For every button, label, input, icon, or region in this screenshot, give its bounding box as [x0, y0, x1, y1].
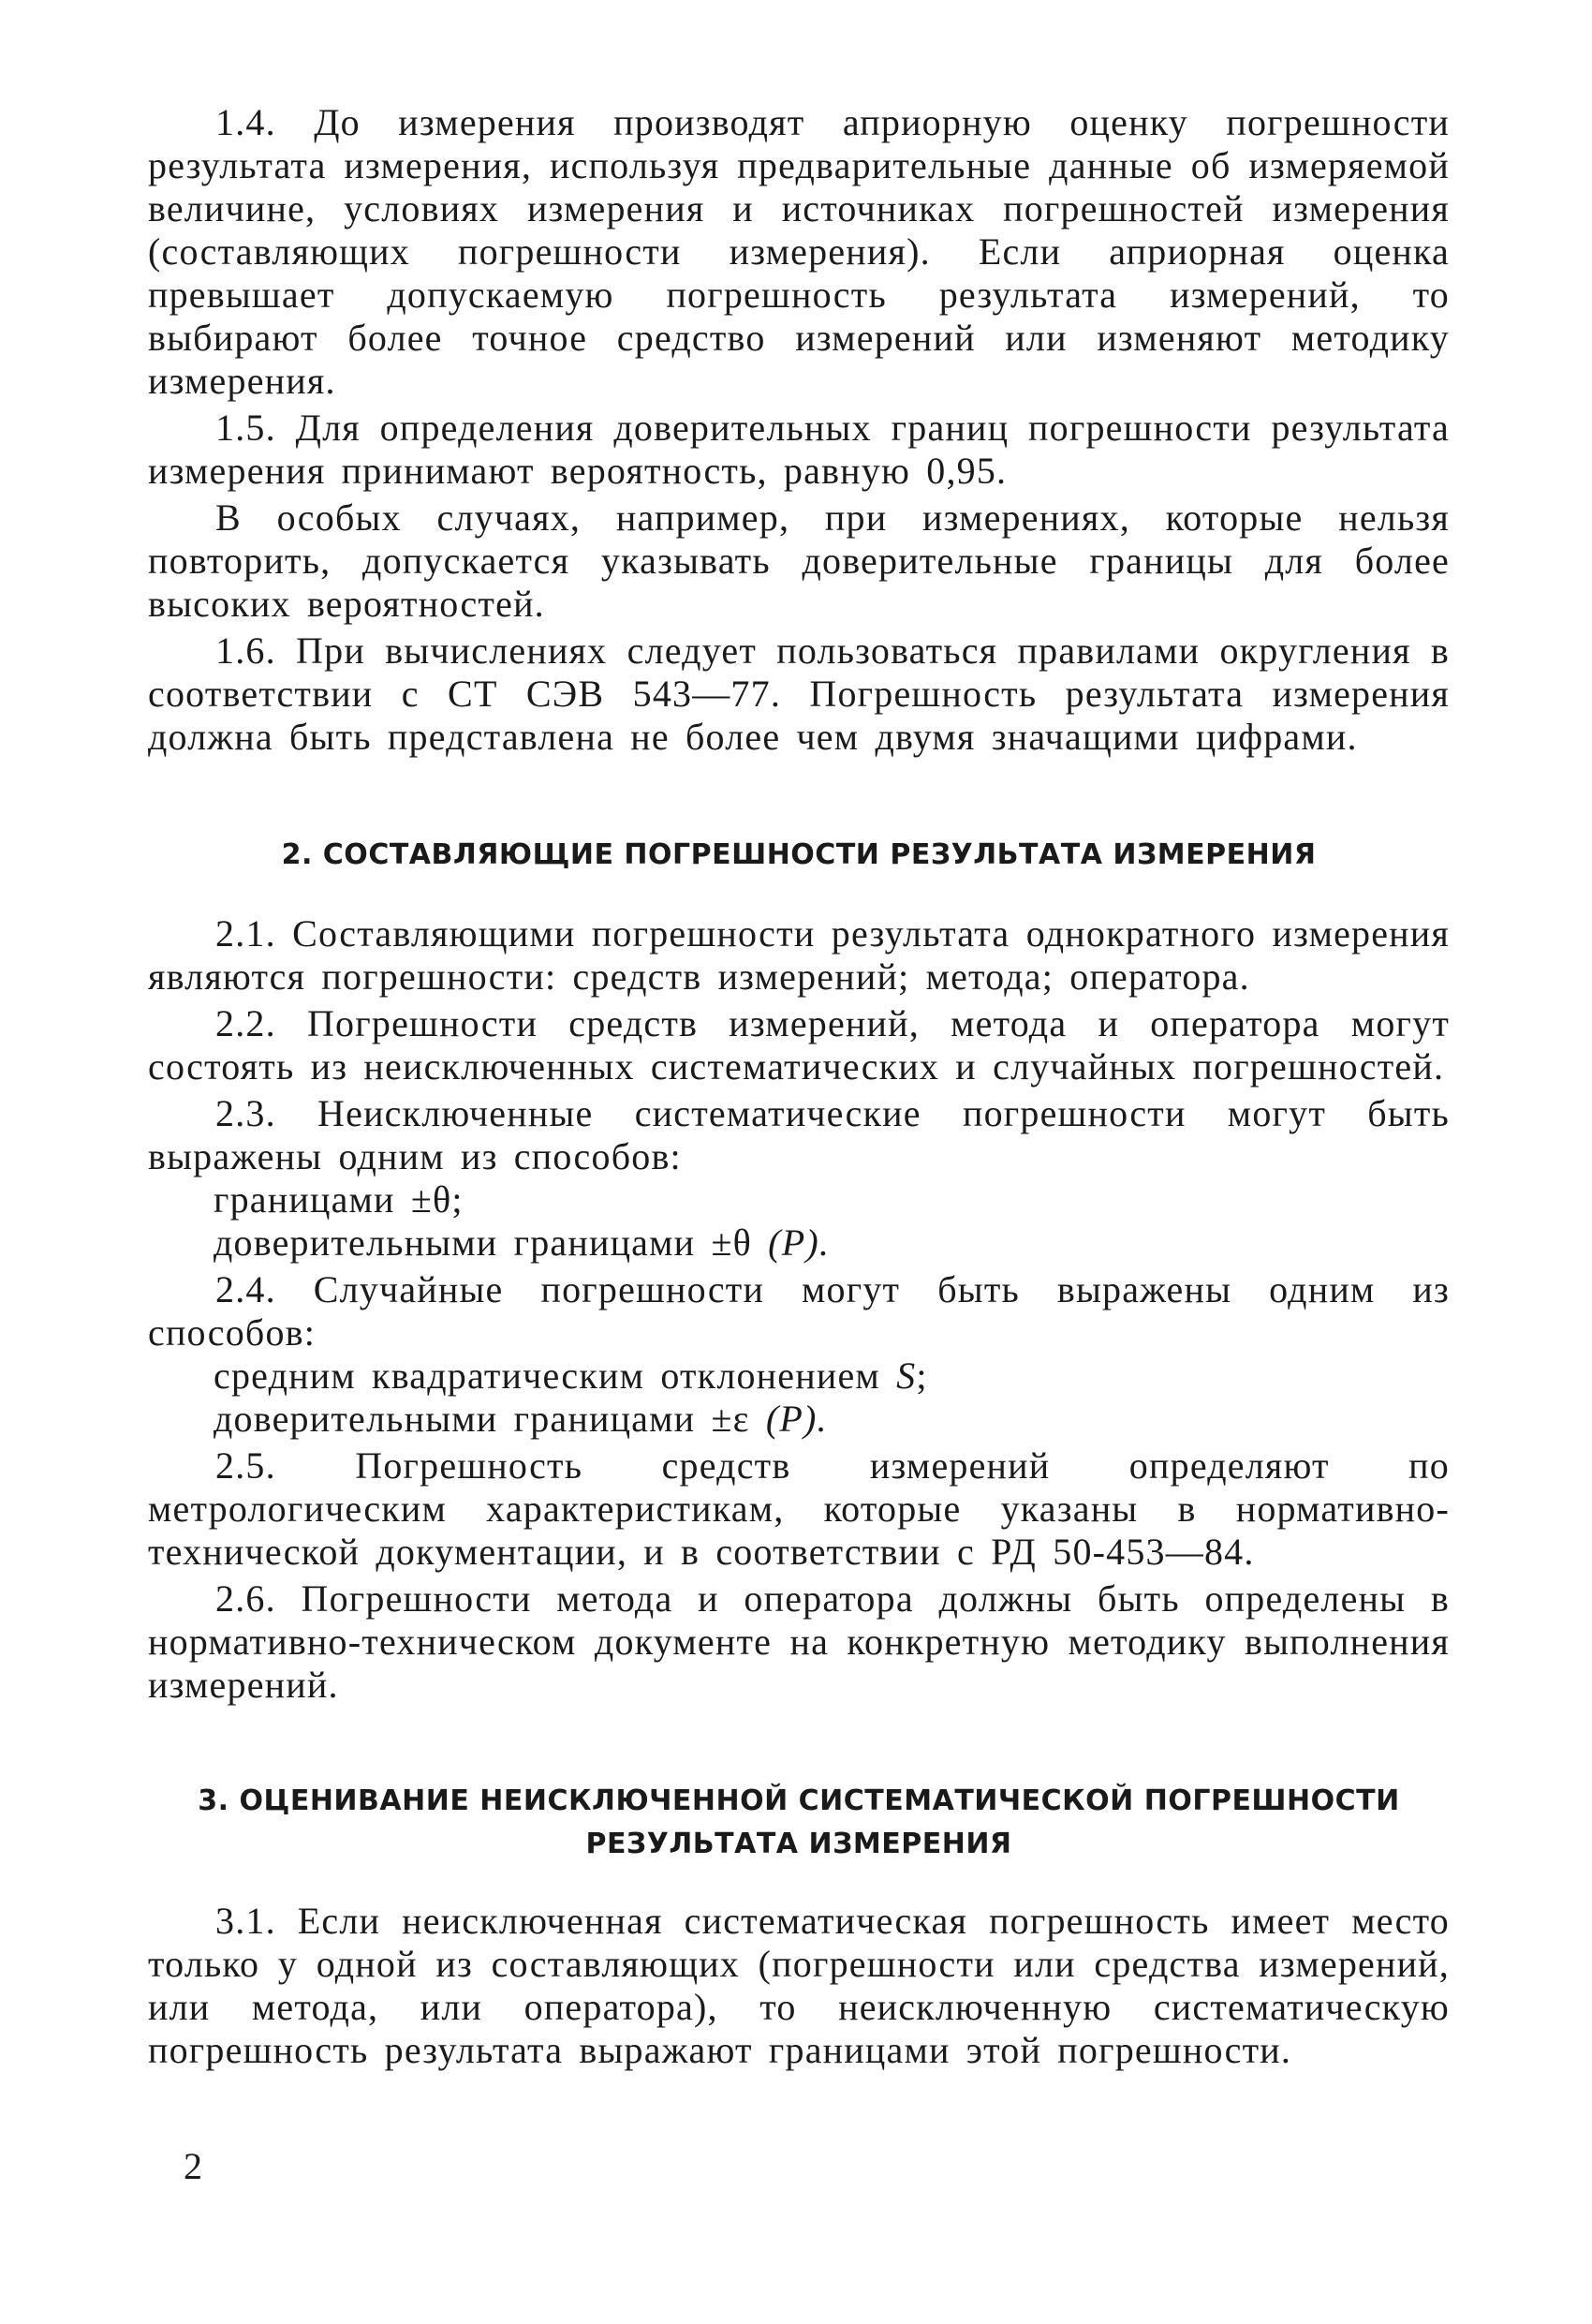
formula-confidence-bounds-theta — [148, 1221, 1450, 1265]
formula-std-deviation — [148, 1354, 1450, 1398]
paragraph-1-5-note: В особых случаях, например, при измерениях, которые нельзя повторить, допускается указывать доверительные границы для более высоких вероятностей. — [148, 496, 1450, 625]
section-3-heading — [148, 1780, 1450, 1866]
paragraph-2-5: 2.5. Погрешность средств измерений определяют по метрологическим характеристикам, которые указаны в нормативно-технической документации, и в соответствии с РД 50-453—84. — [148, 1444, 1450, 1573]
paragraph-1-5: 1.5. Для определения доверительных границ погрешности результата измерения принимают вероятность, равную 0,95. — [148, 407, 1450, 492]
formula-probability-p: (P). — [768, 1221, 831, 1264]
formula-std-deviation-end: ; — [916, 1354, 928, 1397]
paragraph-3-1: 3.1. Если неисключенная систематическая погрешность имеет место только у одной из составляющих (погрешности или средства измерений, или метода, или оператора), то неисключенную систематическую погрешность результата выражают границами этой погрешности. — [148, 1900, 1450, 2071]
paragraph-2-4: 2.4. Случайные погрешности могут быть выражены одним из способов: — [148, 1268, 1450, 1354]
formula-probability-p-2: (P). — [765, 1398, 828, 1440]
document-page — [148, 101, 1450, 2072]
section-2-heading: 2. СОСТАВЛЯЮЩИЕ ПОГРЕШНОСТИ РЕЗУЛЬТАТА ИЗМЕРЕНИЯ — [281, 838, 1317, 871]
paragraph-2-1: 2.1. Составляющими погрешности результата однократного измерения являются погрешности: средств измерений; метода; оператора. — [148, 912, 1450, 998]
paragraph-2-2: 2.2. Погрешности средств измерений, метода и оператора могут состоять из неисключенных систематических и случайных погрешностей. — [148, 1002, 1450, 1088]
formula-confidence-bounds-epsilon-text: доверительными границами ±ε — [214, 1398, 766, 1440]
formula-bounds-theta-text: границами ±θ; — [214, 1178, 464, 1221]
paragraph-1-6: 1.6. При вычислениях следует пользоваться правилами округления в соответствии с СТ СЭВ 543—77. Погрешность результата измерения должна быть представлена не более чем двумя значащими цифрами. — [148, 629, 1450, 758]
formula-bounds-theta — [148, 1178, 1450, 1221]
paragraph-2-3: 2.3. Неисключенные систематические погрешности могут быть выражены одним из способов: — [148, 1092, 1450, 1177]
paragraph-2-6: 2.6. Погрешности метода и оператора должны быть определены в нормативно-техническом документе на конкретную методику выполнения измерений. — [148, 1577, 1450, 1706]
paragraph-1-4: 1.4. До измерения производят априорную оценку погрешности результата измерения, используя предварительные данные об измеряемой величине, условиях измерения и источниках погрешностей измерения (составляющих погрешности измерения). Если априорная оценка превышает допускаемую погрешность результата измерений, то выбирают более точное средство измерений или изменяют методику измерения. — [148, 101, 1450, 402]
section-3-heading-line-1: 3. ОЦЕНИВАНИЕ НЕИСКЛЮЧЕННОЙ СИСТЕМАТИЧЕСКОЙ ПОГРЕШНОСТИ — [198, 1784, 1400, 1817]
page-number: 2 — [184, 2145, 202, 2187]
formula-confidence-bounds-epsilon — [148, 1398, 1450, 1441]
formula-std-deviation-text: средним квадратическим отклонением — [214, 1354, 897, 1397]
formula-symbol-s: S — [896, 1354, 917, 1397]
section-3-heading-line-2: РЕЗУЛЬТАТА ИЗМЕРЕНИЯ — [585, 1828, 1012, 1860]
formula-confidence-bounds-theta-text: доверительными границами ±θ — [214, 1221, 769, 1264]
